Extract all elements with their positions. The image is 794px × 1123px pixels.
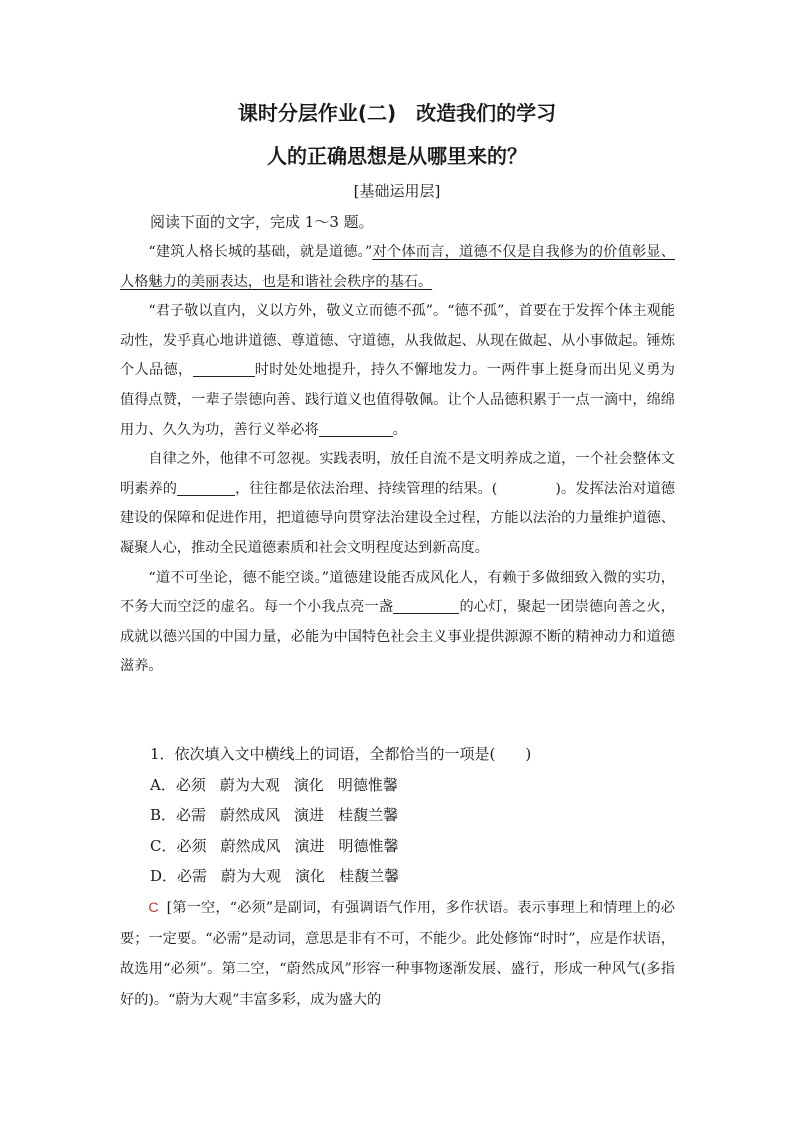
reading-instruction: 阅读下面的文字，完成 1～3 题。 [150,213,374,231]
option-c: C．必须 蔚然成风 演进 明德惟馨 [150,836,399,855]
section-heading: [基础运用层] [353,182,441,200]
passage-paragraph-4: “道不可坐论，德不能空谈。”道德建设能否成风化人，有赖于多做细致入微的实功，不务大而空泛的虚名。每一个小我点亮一盏 的心灯，聚起一团崇德向善之火，成就以德兴国的中国力量，必能为中国特色社会主义事业提供源源不断的精神动力和道德滋养。 [120,569,675,675]
question-1 [120,739,675,892]
question-stem: 1．依次填入文中横线上的词语，全都恰当的一项是( ) [150,745,532,763]
blank-3 [393,599,459,614]
blank-2 [177,481,235,496]
page-title: 课时分层作业(二) 改造我们的学习 [237,101,557,125]
passage-paragraph-3: 自律之外，他律不可忽视。实践表明，放任自流不是文明养成之道，一个社会整体文明素养的 ，往往都是依法治理、持续管理的结果。( )。发挥法治对道德建设的保障和促进作用，把道德导向贯穿法治建设全过程，方能以法治的力量维护道德、凝聚人心，推动全民道德素质和社会文明程度达到新高度。 [120,451,675,556]
option-d: D．必需 蔚为大观 演化 桂馥兰馨 [150,867,400,885]
answer-explanation [120,893,675,1015]
option-a: A．必须 蔚为大观 演化 明德惟馨 [150,775,398,794]
passage-paragraph-1: “建筑人格长城的基础，就是道德。”对个体而言，道德不仅是自我修为的价值彰显、人格魅力的美丽表达，也是和谐社会秩序的基石。 [120,244,675,290]
blank-1 [193,362,255,377]
reading-passage [120,238,675,682]
page-subtitle: 人的正确思想是从哪里来的？ [267,144,527,168]
passage-paragraph-2: “君子敬以直内，义以方外，敬义立而德不孤”。“德不孤”，首要在于发挥个体主观能动性，发乎真心地讲道德、尊道德、守道德，从我做起、从现在做起、从小事做起。锤炼个人品德， 时时处处地提升，持久不懈地发力。一两件事上挺身而出见义勇为值得点赞，一辈子崇德向善、践行道义也值得敬佩。让个人品德积累于一点一滴中，绵绵用力、久久为功，善行义举必将 。 [120,303,675,438]
blank-4 [319,421,393,436]
option-b: B．必需 蔚然成风 演进 桂馥兰馨 [150,806,399,824]
underlined-sentence: 对个体而言，道德不仅是自我修为的价值彰显、人格魅力的美丽表达，也是和谐社会秩序的基石。 [120,244,675,290]
answer-letter: C [148,900,159,916]
answer-text: [第一空，“必须”是副词，有强调语气作用，多作状语。表示事理上和情理上的必要；一定要。“必需”是动词，意思是非有不可，不能少。此处修饰“时时”，应是作状语，故选用“必须”。第二空，“蔚然成风”形容一种事物逐渐发展、盛行，形成一种风气(多指好的)。“蔚为大观”丰富多彩，成为盛大的 [120,900,675,1008]
